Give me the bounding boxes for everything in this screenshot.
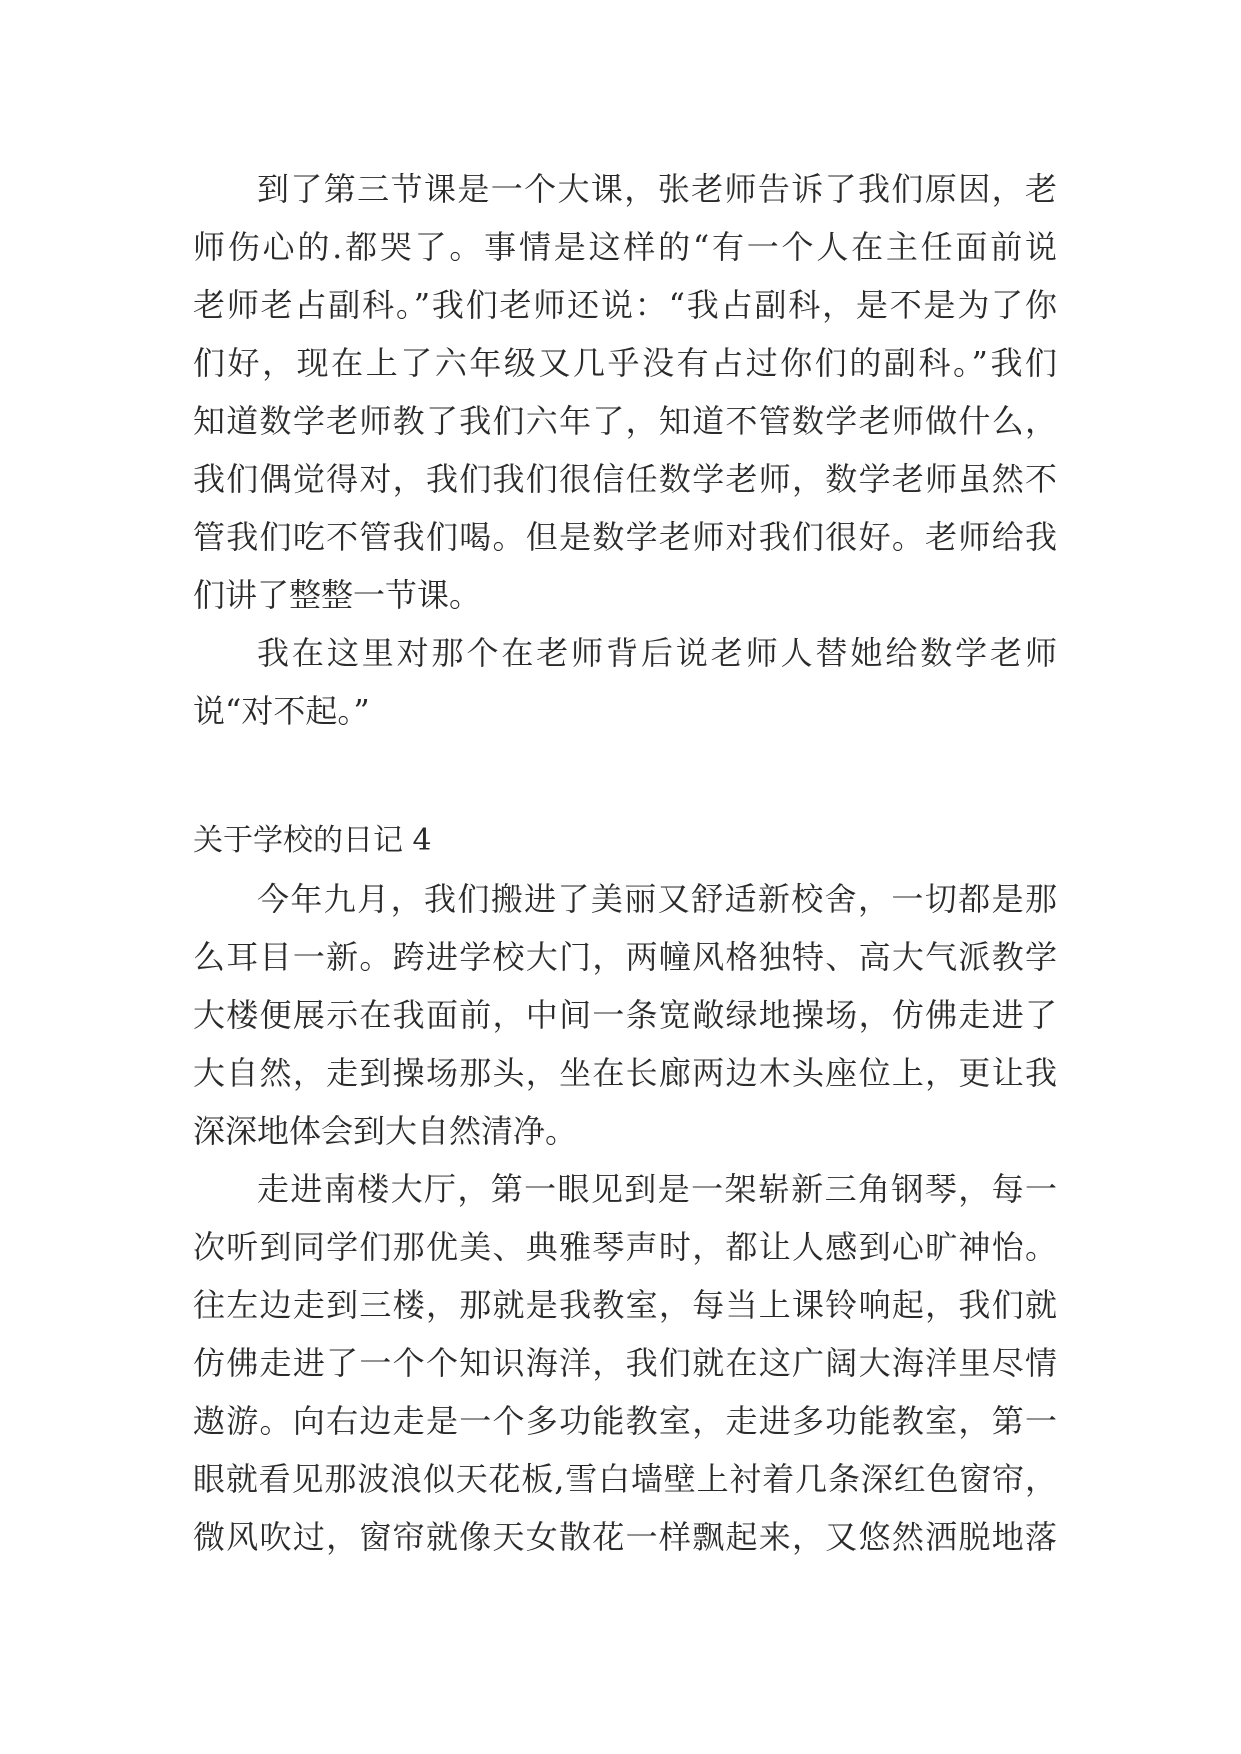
paragraph-3 <box>193 870 1057 1160</box>
text-line: 们讲了整整一节课。 <box>193 576 482 614</box>
text-line: 仿佛走进了一个个知识海洋，我们就在这广阔大海洋里尽情 <box>193 1344 1057 1382</box>
text-line: 微风吹过，窗帘就像天女散花一样飘起来，又悠然洒脱地落 <box>193 1518 1057 1556</box>
text-line: 深深地体会到大自然清净。 <box>193 1112 578 1150</box>
text-line: 大楼便展示在我面前，中间一条宽敞绿地操场，仿佛走进了 <box>193 996 1057 1034</box>
text-line: 往左边走到三楼，那就是我教室，每当上课铃响起，我们就 <box>193 1286 1057 1324</box>
text-line: 我们偶觉得对，我们我们很信任数学老师，数学老师虽然不 <box>193 460 1057 498</box>
section-heading: 关于学校的日记 4 <box>193 823 432 858</box>
paragraph-1 <box>193 160 1057 624</box>
text-line: 老师老占副科。”我们老师还说：“我占副科，是不是为了你 <box>193 286 1057 324</box>
text-line: 走进南楼大厅，第一眼见到是一架崭新三角钢琴，每一 <box>257 1170 1057 1208</box>
text-line: 遨游。向右边走是一个多功能教室，走进多功能教室，第一 <box>193 1402 1057 1440</box>
text-line: 说“对不起。” <box>193 692 370 730</box>
text-line: 我在这里对那个在老师背后说老师人替她给数学老师 <box>257 634 1057 672</box>
document-body <box>193 160 1057 1566</box>
text-line: 今年九月，我们搬进了美丽又舒适新校舍，一切都是那 <box>257 880 1057 918</box>
text-line: 大自然，走到操场那头，坐在长廊两边木头座位上，更让我 <box>193 1054 1057 1092</box>
text-line: 到了第三节课是一个大课，张老师告诉了我们原因，老 <box>257 170 1057 208</box>
text-line: 眼就看见那波浪似天花板,雪白墙壁上衬着几条深红色窗帘， <box>193 1460 1057 1498</box>
text-line: 么耳目一新。跨进学校大门，两幢风格独特、高大气派教学 <box>193 938 1057 976</box>
text-line: 们好，现在上了六年级又几乎没有占过你们的副科。”我们 <box>193 344 1057 382</box>
text-line: 知道数学老师教了我们六年了，知道不管数学老师做什么， <box>193 402 1057 440</box>
paragraph-4 <box>193 1160 1057 1566</box>
text-line: 师伤心的.都哭了。事情是这样的“有一个人在主任面前说 <box>193 228 1057 266</box>
paragraph-2 <box>193 624 1057 740</box>
text-line: 次听到同学们那优美、典雅琴声时，都让人感到心旷神怡。 <box>193 1228 1057 1266</box>
section-gap <box>193 740 1057 812</box>
text-line: 管我们吃不管我们喝。但是数学老师对我们很好。老师给我 <box>193 518 1057 556</box>
